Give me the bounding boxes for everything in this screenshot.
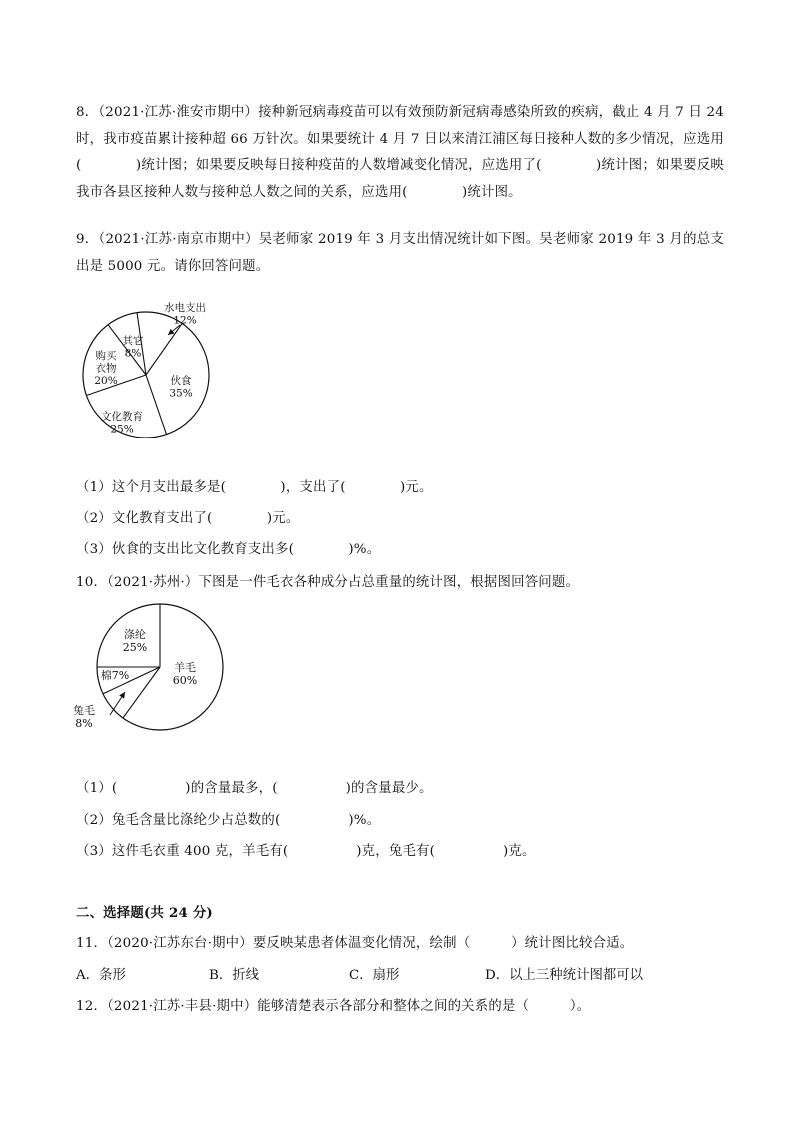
- question-12-text: 12．（2021·江苏·丰县·期中）能够清楚表示各部分和整体之间的关系的是（ ）。: [76, 999, 591, 1014]
- option-d[interactable]: D．以上三种统计图都可以: [485, 968, 644, 983]
- option-c[interactable]: C．扇形: [349, 968, 400, 983]
- pie-slice-label: 其它 8%: [122, 335, 144, 360]
- pie-slice-label: 涤纶 25%: [122, 628, 148, 654]
- pie-slice-label: 文化教育 25%: [101, 411, 143, 436]
- question-11-text: 11．（2020·江苏东台·期中）要反映某患者体温变化情况，绘制（ ）统计图比较合适。: [76, 936, 634, 951]
- question-9-sub-2: （2）文化教育支出了( )元。: [76, 511, 300, 526]
- question-9-text: 9．（2021·江苏·南京市期中）吴老师家 2019 年 3 月支出情况统计如下图。吴老师家 2019 年 3 月的总支出是 5000 元。请你回答问题。: [76, 232, 724, 274]
- sweater-pie-chart: [60, 600, 240, 740]
- question-10-sub-2: （2）兔毛含量比涤纶少占总数的( )%。: [76, 813, 381, 828]
- question-10-text: 10．（2021·苏州·）下图是一件毛衣各种成分占总重量的统计图，根据图回答问题。: [76, 575, 580, 590]
- expense-pie-chart: [60, 298, 230, 438]
- pie-slice-label: 伙食 35%: [169, 375, 193, 400]
- question-10-sub-1: （1）( )的含量最多，( )的含量最少。: [76, 781, 433, 796]
- option-b[interactable]: B．折线: [209, 968, 260, 983]
- question-8-text: 8．（2021·江苏·淮安市期中）接种新冠病毒疫苗可以有效预防新冠病毒感染所致的疾病，截止 4 月 7 日 24 时，我市疫苗累计接种超 66 万针次。如果要统计 4 月 7 日以来清江浦区每日接种人数的多少情况，应选用( )统计图；如果要反映每日接种疫苗的人数增减变化情况，应选用了( )统计图；如果要反映我市各县区接种人数与接种总人数之间的关系，应选用( )统计图。: [76, 105, 724, 200]
- pie-slice-label: 水电支出 12%: [164, 302, 206, 327]
- section-title: 二、选择题(共 24 分): [76, 905, 213, 921]
- question-10-sub-3: （3）这件毛衣重 400 克，羊毛有( )克，兔毛有( )克。: [76, 844, 536, 859]
- pie-slice-label: 棉7%: [100, 669, 130, 682]
- pie-slice-label: 羊毛 60%: [172, 661, 198, 687]
- pie-slice-label: 购买衣物 20%: [94, 350, 118, 387]
- question-9-sub-1: （1）这个月支出最多是( )，支出了( )元。: [76, 480, 433, 495]
- pie-slice-label: 兔毛 8%: [73, 704, 95, 730]
- option-a[interactable]: A．条形: [76, 968, 126, 983]
- question-9-sub-3: （3）伙食的支出比文化教育支出多( )%。: [76, 542, 381, 557]
